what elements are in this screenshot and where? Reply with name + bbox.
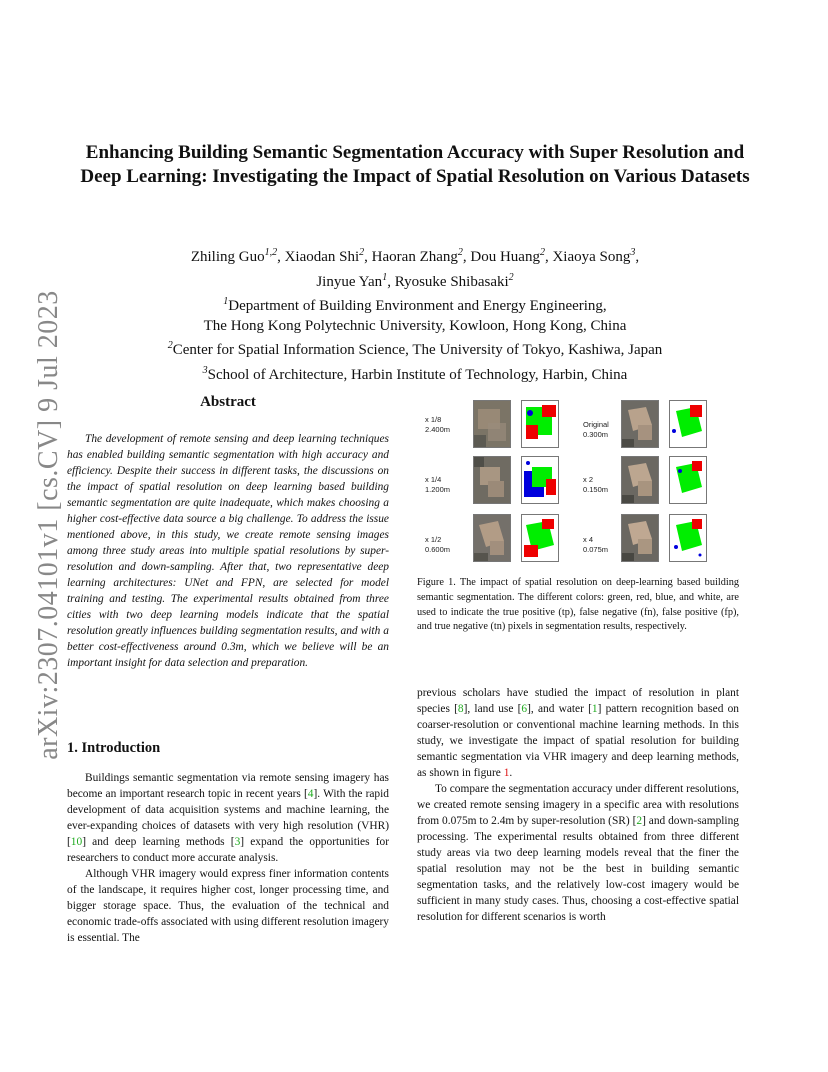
fig-label-right-2: x 2 0.150m (583, 475, 609, 494)
fig-label-right-1: Original 0.300m (583, 420, 609, 439)
intro-paragraph-2: Although VHR imagery would express finer information contents of the landscape, it requires higher cost, longer processing time, and bigger storage space. Thus, the evaluation of the technical and economic trade-offs associated with using different resolution imagery is essential. The (67, 868, 389, 944)
author-line-1: Zhiling Guo$^{1,2}$, Xiaodan Shi$^2$, Haoran Zhang$^2$, Dou Huang$^2$, Xiaoya Song$^3$, (190, 247, 640, 265)
fig-label-right-3: x 4 0.075m (583, 535, 609, 554)
figure-1 (417, 398, 739, 563)
abstract-heading: Abstract (200, 394, 256, 410)
affiliation-2: $^2$Center for Spatial Information Science, The University of Tokyo, Kashiwa, Japan (167, 340, 663, 358)
paper-title: Enhancing Building Semantic Segmentation Accuracy with Super Resolution and Deep Learning: Investigating the Impact of Spatial Resolution on Various Datasets (80, 142, 750, 187)
figure-link[interactable]: 1 (503, 767, 510, 779)
fig-label-left-3: x 1/2 0.600m (425, 535, 451, 554)
segmentation-map-2400m (521, 400, 559, 448)
segmentation-map-0600m (521, 514, 559, 562)
affiliation-3: $^3$School of Architecture, Harbin Institute of Technology, Harbin, China (202, 364, 628, 383)
citation-link[interactable]: 1 (591, 703, 598, 715)
right-column (417, 685, 739, 925)
citation-link[interactable]: 3 (234, 836, 241, 848)
aerial-image-2400m (473, 400, 511, 448)
aerial-image-0300m (621, 400, 659, 448)
affiliation-1-cont: The Hong Kong Polytechnic University, Kowloon, Hong Kong, China (203, 317, 627, 334)
author-line-2: Jinyue Yan$^1$, Ryosuke Shibasaki$^2$ (316, 271, 514, 290)
citation-link[interactable]: 10 (70, 836, 83, 848)
citation-link[interactable]: 2 (636, 815, 643, 827)
figure-caption: Figure 1. The impact of spatial resolution on deep-learning based building semantic segmentation. The different colors: green, red, blue, and white, are used to indicate the true positive (tp), false negative (fn), false positive (fp), and true negative (tn) pixels in segmentation results, respectively. (417, 577, 739, 633)
segmentation-map-0150m (669, 456, 707, 504)
citation-link[interactable]: 8 (457, 703, 464, 715)
intro-column (67, 770, 389, 946)
right-paragraph-2: To compare the segmentation accuracy under different resolutions, we created remote sensing imagery in a specific area with resolutions from 0.075m to 2.4m by super-resolution (SR) [2] and down-sampling processing. The experimental results obtained from three different study areas via two deep learning models reveal that the finer the spatial resolution may not be the best in building semantic segmentation tasks, and the relatively low-cost imagery would be sufficient in many study cases. Thus, choosing a cost-effective spatial resolution for different scenarios is worth (417, 783, 739, 923)
intro-paragraph-1: Buildings semantic segmentation via remote sensing imagery has become an important research topic in recent years [4]. With the rapid development of data acquisition systems and machine learning, the ever-expanding choices of datasets with very high resolution (VHR) [10] and deep learning methods [3] expand the opportunities for researchers to conduct more accurate analysis. (67, 772, 389, 864)
aerial-image-0150m (621, 456, 659, 504)
arxiv-stamp: arXiv:2307.04101v1 [cs.CV] 9 Jul 2023 (33, 290, 65, 760)
segmentation-map-0300m (669, 400, 707, 448)
citation-link[interactable]: 4 (307, 788, 314, 800)
citation-link[interactable]: 6 (521, 703, 528, 715)
affiliation-1: $^1$Department of Building Environment and Energy Engineering, (223, 296, 607, 314)
aerial-image-0075m (621, 514, 659, 562)
segmentation-map-0075m (669, 514, 707, 562)
abstract-text: The development of remote sensing and deep learning techniques has enabled building semantic segmentation with high accuracy and efficiency. Despite their success in different tasks, the discussions on the impact of spatial resolution on deep learning based building semantic segmentation are quite inadequate, which makes choosing a higher cost-effective data source a big challenge. To address the issue mentioned above, in this study, we create remote sensing images among three study areas into multiple spatial resolutions by super-resolution and down-sampling. After that, two representative deep learning architectures: UNet and FPN, are selected for model training and testing. The experimental results obtained from three cities with two deep learning models indicate that the spatial resolution greatly influences building segmentation results, and with a better cost-effectiveness around 0.3m, which we believe will be an important insight for data selection and preparation. (67, 433, 389, 669)
fig-label-left-1: x 1/8 2.400m (425, 415, 451, 434)
aerial-image-0600m (473, 514, 511, 562)
segmentation-map-1200m (521, 456, 559, 504)
right-paragraph-1: previous scholars have studied the impact of resolution in plant species [8], land use [6], and water [1] pattern recognition based on coarser-resolution or conventional machine learning methods. In this study, we investigate the impact of spatial resolution for building semantic segmentation via VHR imagery and deep learning methods, as shown in figure 1. (417, 687, 739, 779)
section-heading-introduction: 1. Introduction (67, 740, 161, 756)
fig-label-left-2: x 1/4 1.200m (425, 475, 451, 494)
aerial-image-1200m (473, 456, 511, 504)
author-block (80, 243, 750, 385)
